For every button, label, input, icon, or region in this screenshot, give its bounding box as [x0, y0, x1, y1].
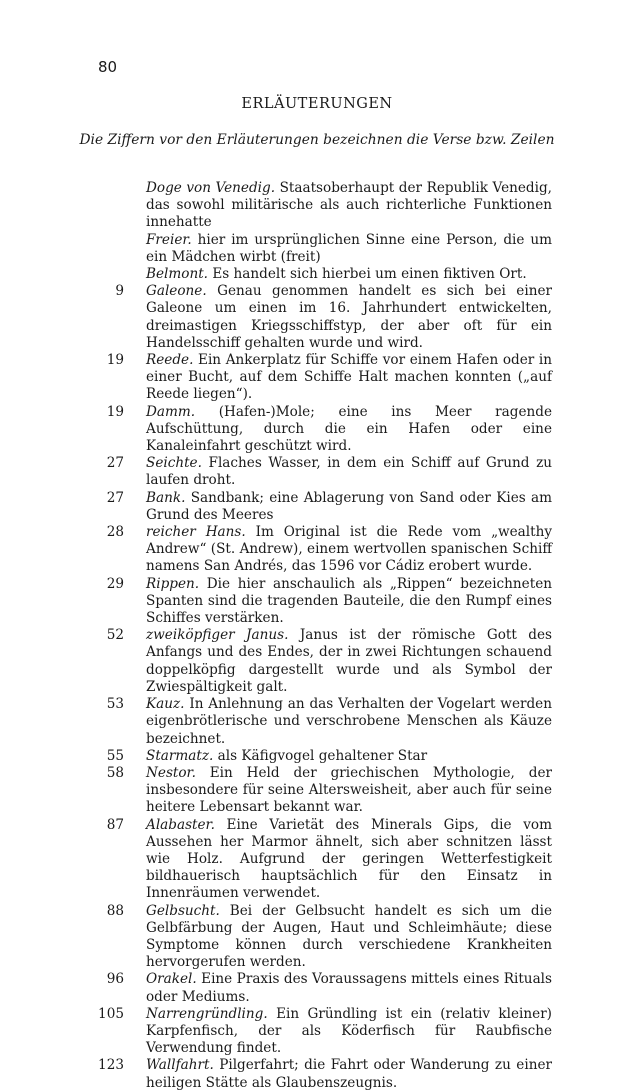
note-entry	[90, 971, 552, 1005]
note-term: reicher Hans.	[146, 524, 246, 541]
note-entry	[90, 765, 552, 817]
note-entry	[90, 455, 552, 489]
line-number: 52	[106, 627, 124, 644]
note-text: In Anlehnung an das Verhalten der Vogelart werden eigenbrötlerische und verschrobene Menschen als Käuze bezeichnet.	[146, 696, 552, 747]
line-number	[90, 232, 146, 266]
note-text: Es handelt sich hierbei um einen fiktiven Ort.	[208, 266, 527, 283]
note-text: Janus ist der römische Gott des Anfangs und des Endes, der in zwei Richtungen schauend doppelköpfig dargestellt wurde und als Symbol der Zwiespältigkeit galt.	[146, 627, 552, 695]
note-entry	[90, 404, 552, 456]
note-term: Gelbsucht.	[146, 902, 220, 919]
line-number: 88	[106, 902, 124, 919]
note-text: Genau genommen handelt es sich bei einer Galeone um einen im 16. Jahrhundert entwickelten, dreimastigen Kriegsschiffstyp, der aber oft für ein Handelsschiff gehalten wurde und wird.	[146, 283, 552, 351]
note-entry	[90, 490, 552, 524]
note-term: Narrengründling.	[146, 1005, 268, 1022]
line-number: 87	[106, 816, 124, 833]
note-text: (Hafen-)Mole; eine ins Meer ragende Aufschüttung, durch die ein Hafen oder eine Kanaleinfahrt geschützt wird.	[146, 403, 552, 455]
note-text: Flaches Wasser, in dem ein Schiff auf Grund zu laufen droht.	[146, 455, 552, 489]
note-text: als Käfigvogel gehaltener Star	[213, 747, 428, 764]
note-term: zweiköpfiger Janus.	[146, 627, 289, 644]
line-number: 29	[106, 575, 124, 592]
line-number: 19	[106, 403, 124, 420]
note-term: Freier.	[146, 231, 192, 248]
note-entry	[90, 903, 552, 972]
note-text: Sandbank; eine Ablagerung von Sand oder Kies am Grund des Meeres	[146, 489, 552, 523]
line-number: 9	[115, 283, 124, 300]
note-entry	[90, 524, 552, 576]
line-number: 55	[106, 747, 124, 764]
line-number	[90, 266, 146, 283]
line-number: 53	[106, 696, 124, 713]
note-entry	[90, 748, 552, 765]
note-entry	[90, 696, 552, 748]
line-number	[90, 180, 146, 232]
note-term: Nestor.	[146, 764, 196, 781]
line-number: 19	[106, 352, 124, 369]
note-entry	[90, 627, 552, 696]
note-term: Wallfahrt.	[146, 1057, 214, 1074]
note-entry	[90, 180, 552, 232]
note-text: Die hier anschaulich als „Rippen“ bezeichneten Spanten sind die tragenden Bauteile, die den Rumpf eines Schiffes verstärken.	[146, 575, 552, 627]
note-term: Bank.	[146, 489, 186, 506]
note-text: Eine Praxis des Voraussagens mittels eines Rituals oder Mediums.	[146, 971, 552, 1005]
page-title: ERLÄUTERUNGEN	[241, 96, 393, 112]
page-subtitle: Die Ziffern vor den Erläuterungen bezeichnen die Verse bzw. Zeilen	[79, 132, 555, 148]
note-term: Belmont.	[146, 266, 208, 283]
note-entry	[90, 1057, 552, 1091]
note-entry	[90, 232, 552, 266]
page-number: 80	[98, 58, 118, 76]
note-text: Eine Varietät des Minerals Gips, die vom Aussehen her Marmor ähnelt, sich aber schnitzen lässt wie Holz. Aufgrund der geringen Wetterfestigkeit bildhauerisch hauptsächlich für den Einsatz in Innenräumen verwendet.	[146, 816, 552, 902]
note-term: Alabaster.	[146, 816, 215, 833]
note-term: Starmatz.	[146, 747, 214, 764]
line-number: 58	[106, 764, 124, 781]
line-number: 96	[106, 971, 124, 988]
notes-list	[90, 180, 552, 1092]
note-entry	[90, 817, 552, 903]
note-term: Damm.	[146, 403, 196, 420]
line-number: 27	[106, 455, 124, 472]
note-term: Galeone.	[146, 283, 207, 300]
note-entry	[90, 352, 552, 404]
note-text: hier im ursprünglichen Sinne eine Person, die um ein Mädchen wirbt (freit)	[146, 231, 552, 265]
line-number: 105	[98, 1005, 124, 1022]
line-number: 27	[106, 489, 124, 506]
note-text: Im Original ist die Rede vom „wealthy Andrew“ (St. Andrew), einem wertvollen spanischen Schiff namens San Andrés, das 1596 vor Cádiz erobert wurde.	[146, 524, 553, 575]
line-number: 123	[98, 1057, 124, 1074]
note-entry	[90, 266, 552, 283]
note-entry	[90, 283, 552, 352]
note-text: Bei der Gelbsucht handelt es sich um die Gelbfärbung der Augen, Haut und Schleimhäute; diese Symptome können durch verschiedene Krankheiten hervorgerufen werden.	[146, 902, 552, 971]
note-text: Ein Held der griechischen Mythologie, der insbesondere für seine Altersweisheit, aber auch für seine heitere Lebensart bekannt war.	[146, 764, 552, 816]
note-term: Kauz.	[146, 696, 185, 713]
line-number: 28	[106, 524, 124, 541]
note-term: Rippen.	[146, 575, 200, 592]
note-term: Doge von Venedig.	[146, 180, 276, 196]
note-entry	[90, 1006, 552, 1058]
note-term: Seichte.	[146, 455, 202, 472]
note-text: Pilgerfahrt; die Fahrt oder Wanderung zu einer heiligen Stätte als Glaubenszeugnis.	[146, 1057, 552, 1091]
note-text: Ein Ankerplatz für Schiffe vor einem Hafen oder in einer Bucht, auf dem Schiffe Halt machen konnten („auf Reede liegen“).	[146, 352, 552, 403]
note-entry	[90, 576, 552, 628]
note-term: Orakel.	[146, 971, 197, 988]
note-text: Staatsoberhaupt der Republik Venedig, das sowohl militärische als auch richterliche Funktionen innehatte	[146, 180, 552, 231]
note-term: Reede.	[146, 352, 194, 369]
note-text: Ein Gründling ist ein (relativ kleiner) Karpfenfisch, der als Köderfisch für Raubfische Verwendung findet.	[146, 1005, 552, 1057]
